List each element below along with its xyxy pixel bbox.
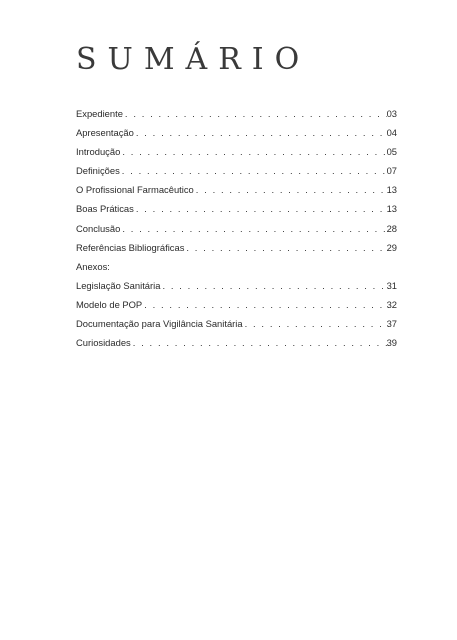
- dot-leader: [184, 238, 386, 257]
- toc-entry-page: 32: [386, 298, 397, 310]
- toc-entry-legislacao-sanitaria: [76, 276, 397, 295]
- toc-entry-page: 13: [386, 184, 397, 196]
- toc-entry-page: 05: [386, 146, 397, 158]
- toc-entry-label: Conclusão: [76, 222, 121, 234]
- dot-leader: [142, 295, 386, 314]
- toc-entry-page: 29: [386, 241, 397, 253]
- toc-entry-label: Documentação para Vigilância Sanitária: [76, 318, 243, 330]
- dot-leader: [160, 276, 386, 295]
- toc-entry-label: Boas Práticas: [76, 203, 134, 215]
- toc-entry-label: Apresentação: [76, 127, 134, 139]
- dot-leader: [120, 142, 386, 161]
- toc-entry-page: 04: [386, 127, 397, 139]
- toc-entry-modelo-pop: [76, 295, 397, 314]
- toc-entry-documentacao-vigilancia: [76, 314, 397, 333]
- toc-entry-page: 39: [386, 337, 397, 349]
- dot-leader: [123, 104, 387, 123]
- toc-entry-label: Introdução: [76, 146, 121, 158]
- toc-entry-page: 13: [386, 203, 397, 215]
- toc-entry-introducao: [76, 142, 397, 161]
- toc-entry-profissional-farmaceutico: [76, 180, 397, 199]
- dot-leader: [194, 180, 387, 199]
- dot-leader: [120, 161, 387, 180]
- toc-entry-label: Modelo de POP: [76, 298, 143, 310]
- toc-entry-page: 31: [386, 279, 397, 291]
- toc-entry-page: 07: [386, 165, 397, 177]
- toc-entry-page: 28: [386, 222, 397, 234]
- dot-leader: [120, 219, 386, 238]
- dot-leader: [134, 199, 387, 218]
- dot-leader: [243, 314, 387, 333]
- toc-entry-conclusao: [76, 219, 397, 238]
- toc-entry-label: Legislação Sanitária: [76, 279, 161, 291]
- dot-leader: [134, 123, 387, 142]
- toc-entry-curiosidades: [76, 333, 397, 352]
- toc-entry-boas-praticas: [76, 199, 397, 218]
- toc-entry-label: Definições: [76, 165, 120, 177]
- toc-entry-expediente: [76, 104, 397, 123]
- toc-entry-referencias: [76, 238, 397, 257]
- dot-leader: [131, 333, 387, 352]
- annex-heading: Anexos:: [76, 260, 110, 272]
- toc-entry-label: Expediente: [76, 108, 123, 119]
- toc-entry-label: Referências Bibliográficas: [76, 241, 185, 253]
- toc-entry-page: 37: [386, 318, 397, 330]
- toc-entry-apresentacao: [76, 123, 397, 142]
- toc-entry-label: O Profissional Farmacêutico: [76, 184, 194, 196]
- page-title: SUMÁRIO: [76, 42, 311, 77]
- table-of-contents: [76, 104, 397, 352]
- toc-entry-page: 03: [386, 108, 397, 119]
- toc-entry-definicoes: [76, 161, 397, 180]
- toc-entry-label: Curiosidades: [76, 337, 131, 349]
